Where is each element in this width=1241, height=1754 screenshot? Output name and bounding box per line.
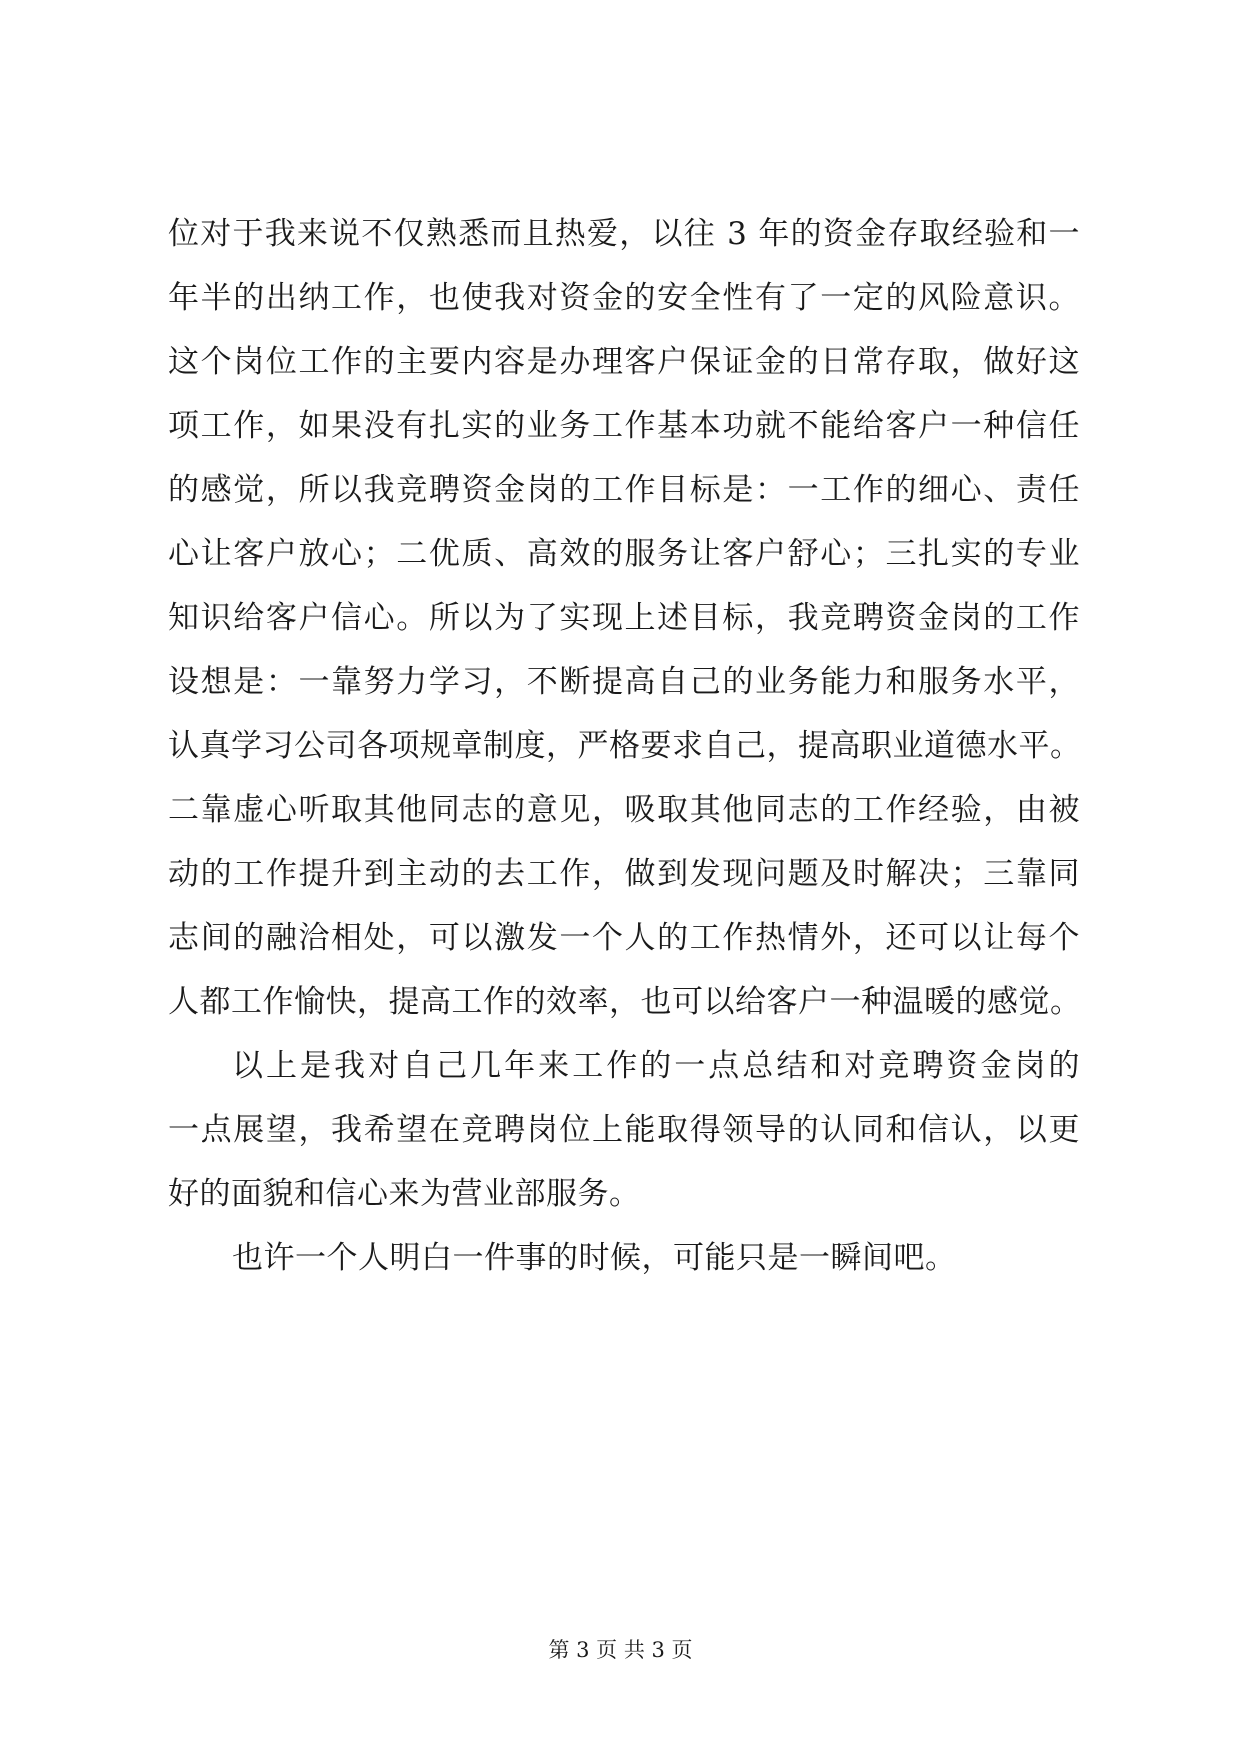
paragraph-3-line-1: 也许一个人明白一件事的时候，可能只是一瞬间吧。 <box>232 1240 957 1276</box>
paragraph-1-line-5: 的感觉，所以我竞聘资金岗的工作目标是：一工作的细心、责任 <box>168 472 1080 508</box>
paragraph-1-line-4: 项工作，如果没有扎实的业务工作基本功就不能给客户一种信任 <box>168 408 1080 444</box>
paragraph-1-line-1: 位对于我来说不仅熟悉而且热爱，以往 3 年的资金存取经验和一 <box>168 216 1080 252</box>
paragraph-1-line-3: 这个岗位工作的主要内容是办理客户保证金的日常存取，做好这 <box>168 344 1080 380</box>
paragraph-1-line-13: 人都工作愉快，提高工作的效率，也可以给客户一种温暖的感觉。 <box>168 984 1082 1020</box>
paragraph-2-line-2: 一点展望，我希望在竞聘岗位上能取得领导的认同和信认，以更 <box>168 1112 1080 1148</box>
paragraph-1-line-2: 年半的出纳工作，也使我对资金的安全性有了一定的风险意识。 <box>168 280 1080 316</box>
body-text <box>168 202 1080 1290</box>
paragraph-1-line-7: 知识给客户信心。所以为了实现上述目标，我竞聘资金岗的工作 <box>168 600 1080 636</box>
paragraph-1-line-11: 动的工作提升到主动的去工作，做到发现问题及时解决；三靠同 <box>168 856 1080 892</box>
page-footer: 第 3 页 共 3 页 <box>548 1638 693 1662</box>
paragraph-2-line-1: 以上是我对自己几年来工作的一点总结和对竞聘资金岗的 <box>232 1048 1080 1084</box>
paragraph-1-line-8: 设想是：一靠努力学习，不断提高自己的业务能力和服务水平， <box>168 664 1080 700</box>
paragraph-2-line-3: 好的面貌和信心来为营业部服务。 <box>168 1176 641 1212</box>
paragraph-1-line-9: 认真学习公司各项规章制度，严格要求自己，提高职业道德水平。 <box>168 728 1082 764</box>
paragraph-1-line-6: 心让客户放心；二优质、高效的服务让客户舒心；三扎实的专业 <box>168 536 1080 572</box>
paragraph-1-line-12: 志间的融洽相处，可以激发一个人的工作热情外，还可以让每个 <box>168 920 1080 956</box>
paragraph-1-line-10: 二靠虚心听取其他同志的意见，吸取其他同志的工作经验，由被 <box>168 792 1080 828</box>
